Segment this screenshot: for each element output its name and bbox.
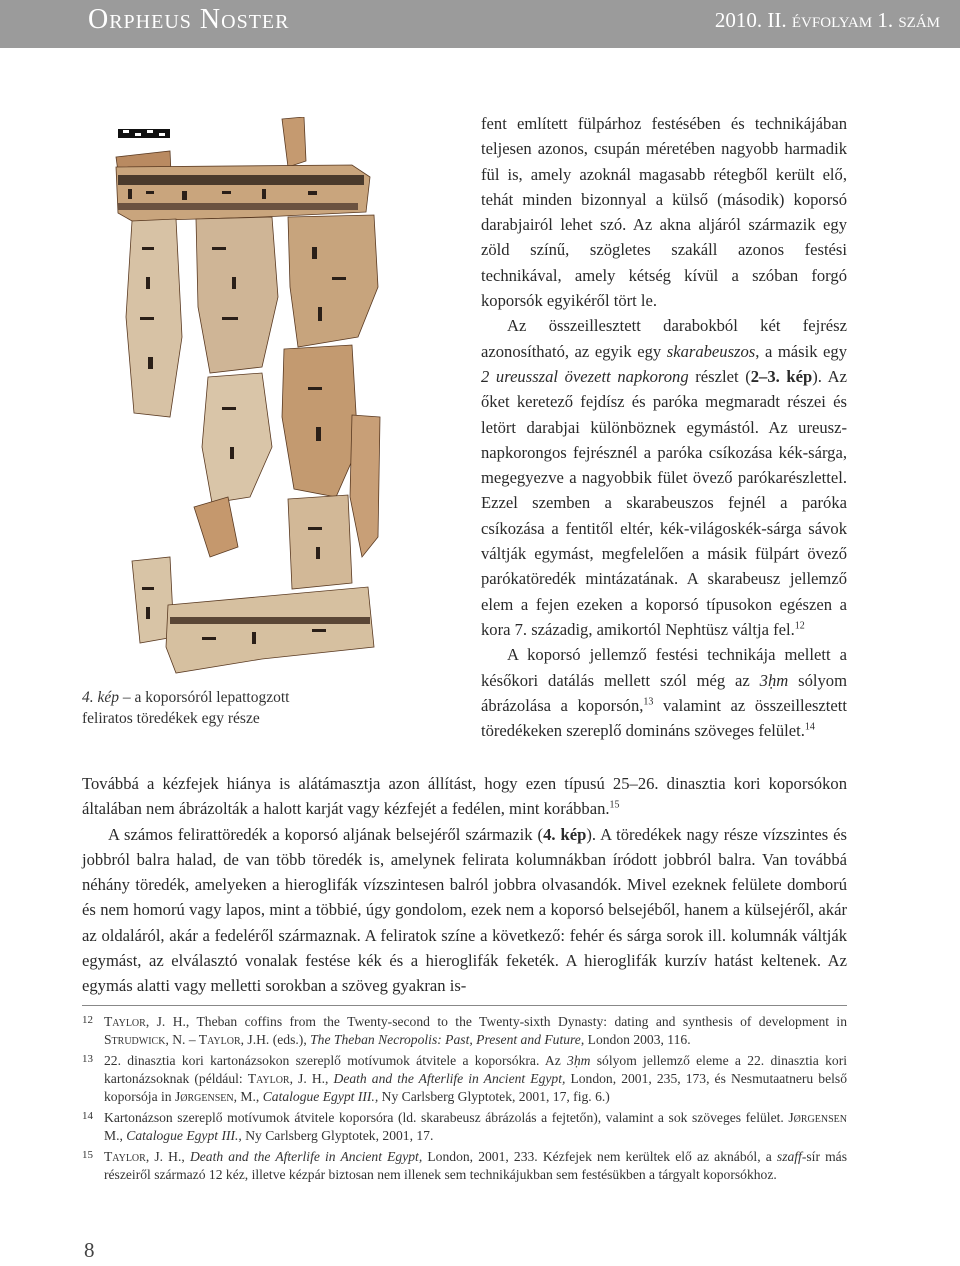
footnote-14: 14 Kartonázson szereplő motívumok átvitele koporsóra (ld. skarabeusz ábrázolás a fejtetőn), valamint a sok szöveges felület. Jørgensen M., Catalogue Egypt III., Ny Carlsberg Glyptotek, 2001, 17. [82,1110,847,1143]
issue-info: 2010. II. évfolyam 1. szám [714,8,940,32]
paragraph-2: Az összeillesztett darabokból két fejrész azonosítható, az egyik egy skarabeuszos, a másik egy 2 ureusszal övezett napkorong részlet (2–3. kép). Az őket keretező fejdísz és paróka megmaradt részei és letört darabjai különböznek egymástól. Az ureusz-napkorongos fejrésznél a paróka csíkozása kék-sárga, megegyezve a nagyobbik fület övező parókarészlettel. Ezzel szemben a skarabeuszos fejnél a paróka csíkozása a fentitől eltér, kék-világoskék-sárga sávok váltják egymást, megfelelően a másik fülpárt övező parókatöredék mintázatának. A skarabeusz jellemző elem a fejen ezeken a koporsó típusokon egészen a kora 7. századig, amikortól Nephtüsz váltja fel.$^{12}$ [481,316,847,639]
paragraph-5: A számos felirattöredék a koporsó aljának belsejéről származik (4. kép). A töredékek nagy része vízszintes és jobbról balra halad, de van több töredék is, amelynek felirata kolumnákban íródott jobbról balra. Van továbbá néhány töredék, amelyeken a hieroglifák vízszintesen balról jobbra olvasandók. Mivel ezeknek felülete domború és nem homorú vagy lapos, mint a többié, úgy gondolom, ezek nem a koporsó belsejéből, hanem a külsejéről, akár az oldaláról, akár a fedeléről származnak. A feliratok színe a következő: fehér és sárga sorok ill. kolumnák váltják egymást, az elválasztó vonalak festése kék és a hieroglifák feketék. A hieroglifák kurzív hatást keltenek. Az egymás alatti vagy melletti sorokban a szöveg gyakran is- [82,824,848,996]
journal-title: Orpheus Noster [88,4,290,35]
coffin-fragments-photo [112,117,382,679]
paragraph-4: Továbbá a kézfejek hiánya is alátámasztja azon állítást, hogy ezen típusú 25–26. dinasztia kori koporsókon általában nem ábrázolták a halott karját vagy kézfejét a fedélen, mint korábban.$^{15}$ [82,774,847,819]
footnote-ref-15: 15 [609,799,620,811]
footnote-ref-12: 12 [794,620,805,632]
figure-caption [82,687,342,729]
scale-bar [118,129,170,138]
full-width-text [82,771,847,999]
figure-number: 4. kép [82,689,120,706]
footnote-13: 13 22. dinasztia kori kartonázsokon szereplő motívumok átvitele a koporsókra. Az 3ḥm sólyom jellemző eleme a 22. dinasztia kori kartonázsoknak (például: Taylor, J. H., Death and the Afterlife in Ancient Egypt, London, 2001, 235, 173, és Nesmutaatneru belső koporsója in Jørgensen, M., Catalogue Egypt III., Ny Carlsberg Glyptotek, 2001, 17, fig. 6.) [82,1053,847,1104]
right-column [481,111,847,743]
footnote-separator [82,1005,847,1006]
footnote-ref-14: 14 [804,721,815,733]
paragraph-1: fent említett fülpárhoz festésében és technikájában teljesen azonos, csupán méretében nagyobb harmadik fül is, amely azoknál magasabb rétegből került elő, tehát minden bizonnyal a külső (második) koporsó darabjairól lehet szó. Az akna aljáról származik egy zöld színű, szögletes szakáll azonos festési technikával, amely kétség kívül a szóban forgó koporsók egyikéről tört le. [481,114,847,311]
fragments [116,117,380,673]
footnotes [82,1013,847,1187]
page-header [0,0,960,48]
footnote-15: 15 Taylor, J. H., Death and the Afterlife in Ancient Egypt, London, 2001, 233. Kézfejek nem kerültek elő az aknából, a szaff-sír más részeiről származó 12 kéz, illetve kézpár biztosan nem illenek sem technikájukban sem festésükben a tárgyalt koporsókhoz. [82,1149,847,1182]
figure-caption-text: – a koporsóról lepattogzott feliratos töredékek egy része [82,689,290,727]
footnote-12: 12 Taylor, J. H., Theban coffins from the Twenty-second to the Twenty-sixth Dynasty: dating and synthesis of development in Strudwick, N. – Taylor, J.H. (eds.), The Theban Necropolis: Past, Present and Future, London 2003, 116. [82,1014,847,1047]
page-number: 8 [84,1238,95,1262]
footnote-ref-13: 13 [643,696,654,708]
paragraph-3: A koporsó jellemző festési technikája mellett a későkori datálás mellett szól még az 3ḥm sólyom ábrázolása a koporsón,$^{13}$ valamint az összeillesztett töredékeken szereplő domináns szöveges felület.$^{14}$ [481,645,848,741]
